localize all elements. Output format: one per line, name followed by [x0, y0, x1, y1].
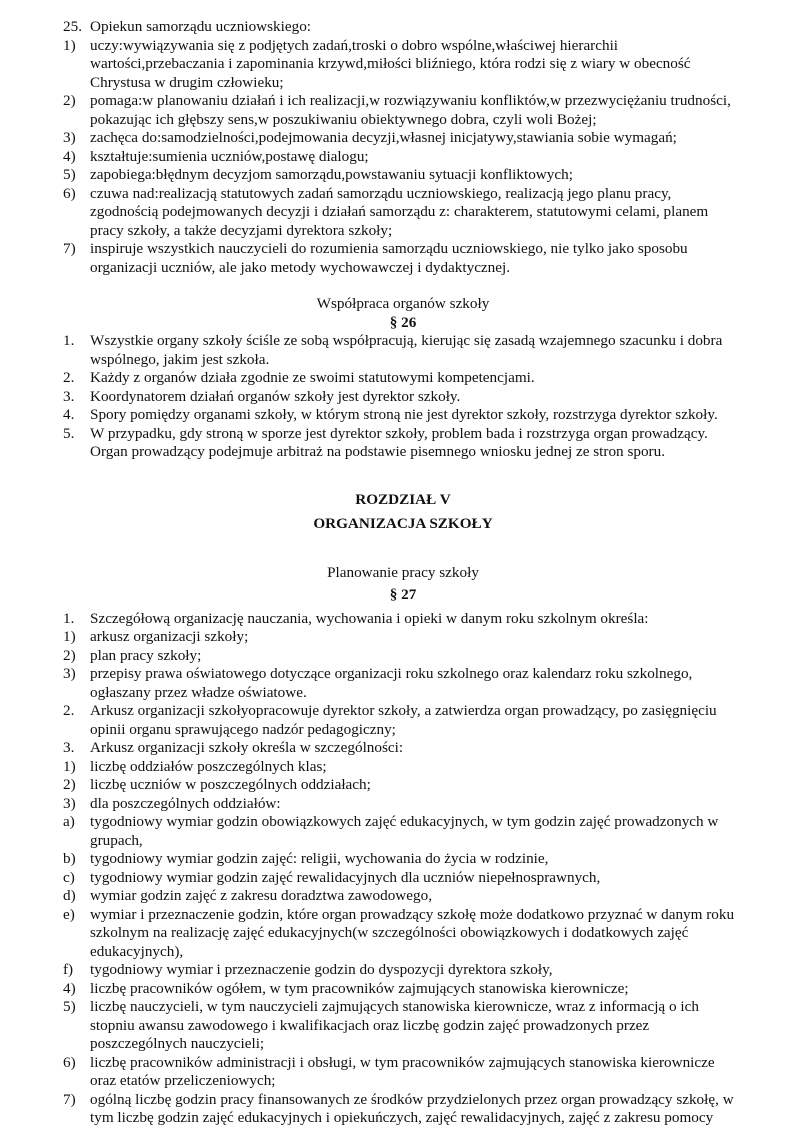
- list-text: Spory pomiędzy organami szkoły, w którym stroną nie jest dyrektor szkoły, rozstrzyga dyrektor szkoły.: [90, 406, 718, 423]
- list-text: pomaga:w planowaniu działań i ich realizacji,w rozwiązywaniu konfliktów,w przezwyciężaniu trudności, pokazując ich głębszy sens,w poszukiwaniu obiektywnego dobra, czyli woli Bożej;: [90, 92, 731, 128]
- list-item: [63, 166, 743, 185]
- list-item: [63, 647, 743, 666]
- list-number: b): [63, 850, 76, 867]
- list-number: 2): [63, 646, 76, 664]
- section-27-paragraph: § 27: [389, 585, 417, 603]
- list-number: 3): [63, 794, 76, 812]
- list-text: liczbę oddziałów poszczególnych klas;: [90, 757, 327, 775]
- list-number: 4): [63, 979, 76, 997]
- list-item: [63, 702, 743, 739]
- list-item: [63, 129, 743, 148]
- list-number: d): [63, 887, 76, 904]
- list-text: inspiruje wszystkich nauczycieli do rozumienia samorządu uczniowskiego, nie tylko jako sposobu organizacji uczniów, ale jako metody wychowawczej i dydaktycznej.: [90, 240, 688, 276]
- section-27-list: [63, 610, 743, 1128]
- list-number: 25.: [63, 18, 82, 35]
- section-25-list: [63, 37, 743, 278]
- list-item: [63, 240, 743, 277]
- list-number: 7): [63, 1090, 76, 1108]
- section-26-paragraph: § 26: [389, 313, 417, 331]
- list-text: przepisy prawa oświatowego dotyczące organizacji roku szkolnego oraz kalendarz roku szkolnego, ogłaszany przez władze oświatowe.: [90, 665, 693, 701]
- list-number: 5): [63, 166, 76, 183]
- section-26-title: Współpraca organów szkoły: [316, 295, 490, 312]
- list-item: [63, 998, 743, 1054]
- list-number: 3): [63, 665, 76, 682]
- list-item: [63, 1091, 743, 1128]
- list-text: dla poszczególnych oddziałów:: [90, 794, 281, 812]
- list-number: 1): [63, 628, 76, 645]
- list-text: arkusz organizacji szkoły;: [90, 628, 249, 645]
- list-number: 2.: [63, 369, 75, 386]
- list-number: 2): [63, 92, 76, 109]
- list-number: 4): [63, 147, 76, 165]
- list-number: 4.: [63, 406, 75, 423]
- section-25-heading: [63, 18, 743, 37]
- list-number: 6): [63, 184, 76, 202]
- list-text: tygodniowy wymiar godzin zajęć rewalidacyjnych dla uczniów niepełnosprawnych,: [90, 868, 601, 886]
- list-item: [63, 628, 743, 647]
- list-text: liczbę pracowników administracji i obsługi, w tym pracowników zajmujących stanowiska kierownicze oraz etatów przeliczeniowych;: [90, 1053, 715, 1089]
- list-text: Arkusz organizacji szkołyopracowuje dyrektor szkoły, a zatwierdza organ prowadzący, po zasięgnięciu opinii organu sprawującego nadzór pedagogiczny;: [90, 702, 717, 738]
- list-item: [63, 961, 743, 980]
- list-text: Każdy z organów działa zgodnie ze swoimi statutowymi kompetencjami.: [90, 369, 535, 386]
- list-number: 1): [63, 36, 76, 54]
- chapter-number: ROZDZIAŁ V: [355, 490, 451, 508]
- list-item: [63, 887, 743, 906]
- list-number: e): [63, 905, 75, 923]
- list-number: 1.: [63, 609, 75, 627]
- list-number: 7): [63, 240, 76, 257]
- list-item: [63, 665, 743, 702]
- list-item: [63, 869, 743, 888]
- list-number: 3): [63, 129, 76, 146]
- list-item: [63, 758, 743, 777]
- list-number: 1): [63, 757, 76, 775]
- list-item: [63, 795, 743, 814]
- list-text: liczbę pracowników ogółem, w tym pracowników zajmujących stanowiska kierownicze;: [90, 979, 629, 997]
- list-text: uczy:wywiązywania się z podjętych zadań,troski o dobro wspólne,właściwej hierarchii wartości,przebaczania i zapominania krzywd,miłości bliźniego, która rodzi się z wiary w obecność Chrystusa w drugim człowieku;: [90, 36, 691, 91]
- list-item: [63, 369, 743, 388]
- list-item: [63, 185, 743, 241]
- list-item: [63, 980, 743, 999]
- list-number: 3.: [63, 739, 75, 756]
- section-27-title: Planowanie pracy szkoły: [327, 563, 479, 581]
- chapter-title: ORGANIZACJA SZKOŁY: [313, 514, 493, 532]
- list-item: [63, 92, 743, 129]
- list-text: Koordynatorem działań organów szkoły jest dyrektor szkoły.: [90, 387, 461, 405]
- list-text: tygodniowy wymiar i przeznaczenie godzin do dyspozycji dyrektora szkoły,: [90, 961, 553, 978]
- list-item: [63, 148, 743, 167]
- list-number: 2): [63, 776, 76, 793]
- list-item: [63, 388, 743, 407]
- list-item: [63, 610, 743, 629]
- list-text: W przypadku, gdy stroną w sporze jest dyrektor szkoły, problem bada i rozstrzyga organ prowadzący. Organ prowadzący podejmuje arbitraż na podstawie pisemnego wniosku jednej ze stron sporu.: [90, 424, 708, 460]
- list-item: [63, 776, 743, 795]
- list-number: f): [63, 961, 74, 978]
- list-text: kształtuje:sumienia uczniów,postawę dialogu;: [90, 147, 369, 165]
- list-text: Wszystkie organy szkoły ściśle ze sobą współpracują, kierując się zasadą wzajemnego szacunku i dobra wspólnego, jakim jest szkoła.: [90, 332, 723, 368]
- list-number: 6): [63, 1053, 76, 1071]
- list-text: zapobiega:błędnym decyzjom samorządu,powstawaniu sytuacji konfliktowych;: [90, 166, 573, 183]
- list-item: [63, 332, 743, 369]
- list-text: Arkusz organizacji szkoły określa w szczególności:: [90, 739, 404, 756]
- list-number: 2.: [63, 702, 75, 719]
- list-text: tygodniowy wymiar godzin obowiązkowych zajęć edukacyjnych, w tym godzin zajęć prowadzonych w grupach,: [90, 813, 719, 849]
- list-text: ogólną liczbę godzin pracy finansowanych ze środków przydzielonych przez organ prowadzący szkołę, w tym liczbę godzin zajęć edukacyjnych i opiekuńczych, zajęć rewalidacyjnych, zajęć z zakresu pomocy: [90, 1090, 734, 1126]
- list-number: 1.: [63, 332, 75, 349]
- list-text: liczbę nauczycieli, w tym nauczycieli zajmujących stanowiska kierownicze, wraz z informacją o ich stopniu awansu zawodowego i kwalifikacjach oraz liczbę godzin zajęć prowadzonych przez poszczególnych nauczycieli;: [90, 998, 699, 1052]
- document-page: [63, 18, 743, 1128]
- list-text: czuwa nad:realizacją statutowych zadań samorządu uczniowskiego, realizacją jego planu pracy, zgodnością podejmowanych decyzji i działań samorządu z: charakterem, statutowymi celami, planem pracy szkoły, a także decyzjami dyrektora szkoły;: [90, 184, 709, 239]
- list-text: liczbę uczniów w poszczególnych oddziałach;: [90, 776, 371, 793]
- list-number: c): [63, 868, 75, 886]
- list-item: [63, 37, 743, 93]
- list-text: wymiar godzin zajęć z zakresu doradztwa zawodowego,: [90, 887, 432, 904]
- section-26-list: [63, 332, 743, 462]
- list-item: [63, 850, 743, 869]
- list-number: a): [63, 813, 75, 830]
- list-text: wymiar i przeznaczenie godzin, które organ prowadzący szkołę może dodatkowo przyznać w danym roku szkolnym na realizację zajęć edukacyjnych(w szczególności obowiązkowych i dodatkowych zajęć edukacyjnych),: [90, 905, 735, 960]
- list-item: [63, 406, 743, 425]
- list-number: 5): [63, 998, 76, 1015]
- list-item: [63, 906, 743, 962]
- list-number: 3.: [63, 387, 75, 405]
- list-text: plan pracy szkoły;: [90, 646, 202, 664]
- list-item: [63, 739, 743, 758]
- list-item: [63, 813, 743, 850]
- list-text: tygodniowy wymiar godzin zajęć: religii, wychowania do życia w rodzinie,: [90, 850, 549, 867]
- list-number: 5.: [63, 424, 75, 442]
- list-text: Szczegółową organizację nauczania, wychowania i opieki w danym roku szkolnym określa:: [90, 609, 649, 627]
- list-item: [63, 425, 743, 462]
- list-text: Opiekun samorządu uczniowskiego:: [90, 18, 312, 35]
- list-item: [63, 1054, 743, 1091]
- list-text: zachęca do:samodzielności,podejmowania decyzji,własnej inicjatywy,stawiania sobie wymagań;: [90, 129, 677, 146]
